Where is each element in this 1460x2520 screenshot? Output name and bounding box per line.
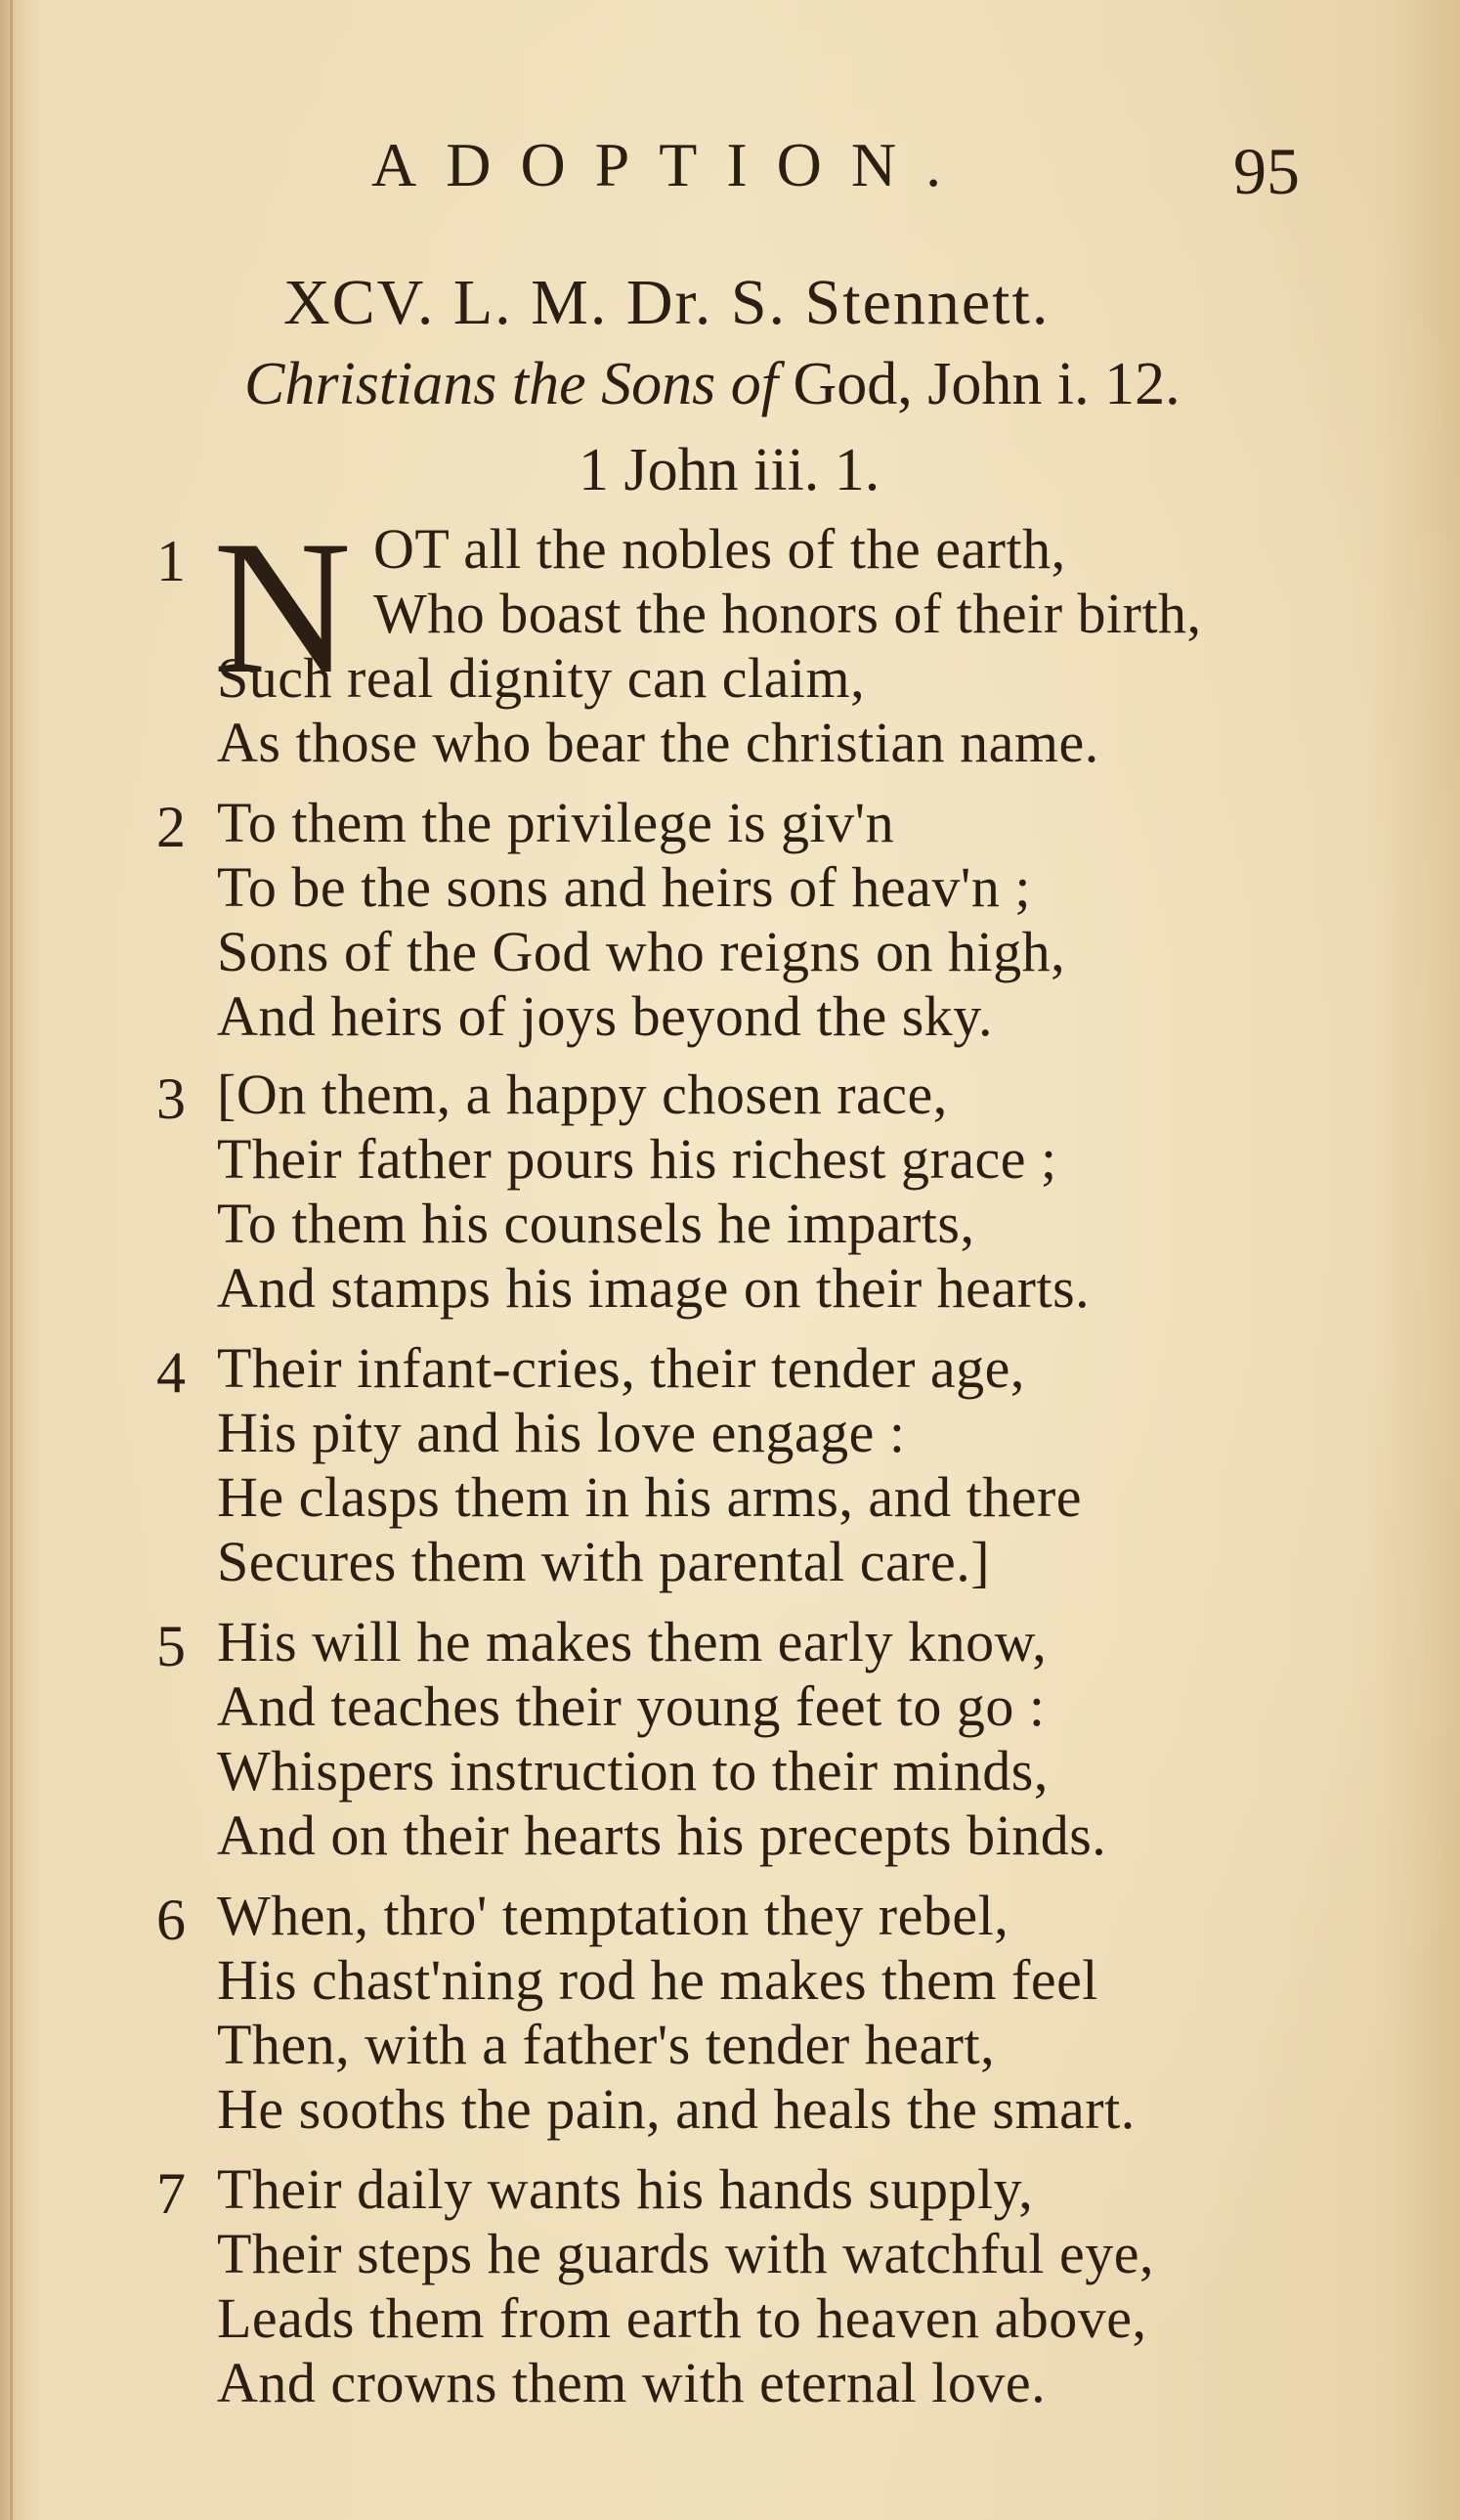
verse-line: Leads them from earth to heaven above, [217,2286,1147,2350]
verse-line: Their infant-cries, their tender age, [217,1336,1025,1400]
verse-line: Whispers instruction to their minds, [217,1739,1049,1803]
running-title: ADOPTION. [371,130,971,199]
verse-number: 7 [156,2161,186,2226]
hymn-subtitle [244,350,1181,419]
verse-line: Their daily wants his hands supply, [217,2157,1034,2221]
verse-line: He clasps them in his arms, and there [217,1465,1083,1529]
hymn-heading: XCV. L. M. Dr. S. Stennett. [283,267,1051,338]
verse-line: Then, with a father's tender heart, [217,2013,996,2076]
verse-line: Their father pours his richest grace ; [217,1127,1057,1191]
hymn-subtitle-reference: God, John i. 12. [778,351,1181,417]
verse-line: And teaches their young feet to go : [217,1674,1046,1738]
verse-line: And heirs of joys beyond the sky. [217,984,994,1048]
verse-number: 1 [156,529,186,593]
drop-capital: N [213,501,352,714]
verse-number: 2 [156,795,186,859]
verse-line: Who boast the honors of their birth, [373,582,1202,645]
verse-line: When, thro' temptation they rebel, [217,1884,1009,1947]
verse-number: 3 [156,1066,186,1131]
verse-number: 5 [156,1614,186,1678]
hymn-subtitle-italic: Christians the Sons of [244,351,779,417]
page-number: 95 [1233,134,1300,208]
verse-line: And stamps his image on their hearts. [217,1256,1091,1320]
verse-line: To them his counsels he imparts, [217,1192,975,1255]
verse-line: [On them, a happy chosen race, [217,1063,948,1126]
verse-line: OT all the nobles of the earth, [373,517,1066,581]
verse-line: His chast'ning rod he makes them feel [217,1948,1098,2012]
verse-line: And crowns them with eternal love. [217,2351,1047,2414]
verse-line: His pity and his love engage : [217,1401,906,1464]
verse-line: Such real dignity can claim, [217,646,866,710]
verse-line: His will he makes them early know, [217,1610,1048,1673]
verse-line: Sons of the God who reigns on high, [217,920,1066,983]
hymn-subtitle-reference-2: 1 John iii. 1. [579,437,880,503]
verse-line: He sooths the pain, and heals the smart. [217,2077,1136,2141]
verse-number: 6 [156,1888,186,1952]
verse-line: As those who bear the christian name. [217,711,1099,774]
verse-line: Secures them with parental care.] [217,1530,991,1593]
verse-line: Their steps he guards with watchful eye, [217,2222,1154,2285]
verse-number: 4 [156,1340,186,1405]
verse-line: To them the privilege is giv'n [217,791,895,854]
verse-line: And on their hearts his precepts binds. [217,1803,1107,1867]
verse-line: To be the sons and heirs of heav'n ; [217,855,1031,919]
page-gutter-shadow [10,0,13,2520]
